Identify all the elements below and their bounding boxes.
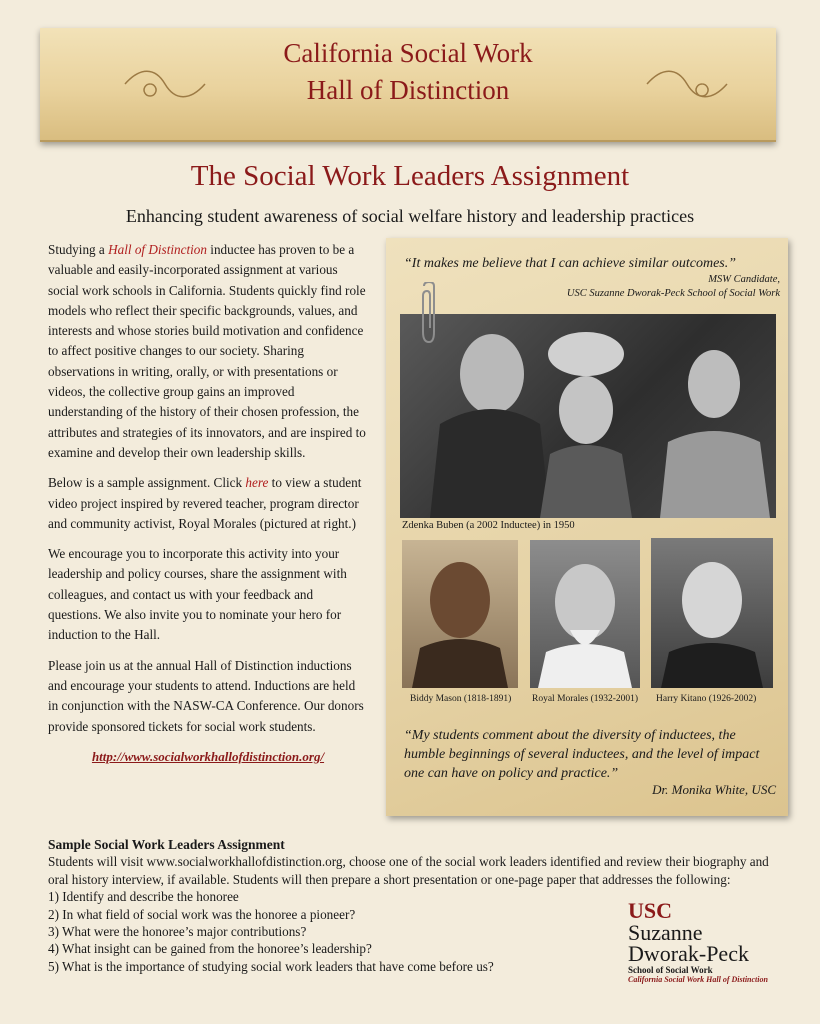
royal-morales-photo xyxy=(530,540,640,688)
text: to view a student video project inspired by revered teacher, program director and community activist, Royal Morales (pictured at right.) xyxy=(48,475,362,531)
list-item: 1) Identify and describe the honoree xyxy=(48,889,239,905)
biddy-mason-photo xyxy=(402,540,518,688)
banner-title-line2: Hall of Distinction xyxy=(306,75,510,105)
intro-paragraph-4: Please join us at the annual Hall of Distinction inductions and encourage your students to attend. Inductions are held in conjunction with the NASW-CA Conference. Our donors provide sponsored tickets for social work students. xyxy=(48,657,364,734)
logo-school: School of Social Work xyxy=(628,965,713,975)
usc-logo xyxy=(628,900,798,984)
quote-student: “It makes me believe that I can achieve similar outcomes.” xyxy=(404,256,737,271)
list-item: 3) What were the honoree’s major contributions? xyxy=(48,924,307,940)
text: Studying a xyxy=(48,242,109,257)
text: inductee has proven to be a valuable and easily-incorporated assignment at various social work schools in California. Students quickly find role models who reflect their specific backgrounds, values, and interests and whose stories build motivation and confidence to affect positive changes to our society. Sharing observations in writing, orally, or with presentations or videos, the collective group gains an improved understanding of the history of their chosen profession, the attributes and strategies of its innovators, and are inspired to examine and develop their own leadership skills. xyxy=(48,242,366,460)
quote-student-attribution-1: MSW Candidate, xyxy=(708,274,780,285)
hall-of-distinction-link[interactable]: Hall of Distinction xyxy=(108,242,207,257)
harry-kitano-photo xyxy=(651,538,773,688)
text: Below is a sample assignment. Click xyxy=(48,475,246,491)
sample-heading: Sample Social Work Leaders Assignment xyxy=(48,837,285,852)
intro-paragraph-3: We encourage you to incorporate this activity into your leadership and policy courses, share the assignment with colleagues, and contact us with your feedback and questions. We also invite you to nominate your hero for induction to the Hall. xyxy=(48,546,347,643)
biddy-mason-caption: Biddy Mason (1818-1891) xyxy=(410,694,512,704)
usc-wordmark: USC xyxy=(628,898,673,923)
quote-faculty: “My students comment about the diversity of inductees, the humble beginnings of several inductees, and the level of impact one can have on policy and practice.” xyxy=(404,728,760,781)
intro-paragraph-1 xyxy=(48,240,368,463)
website-link[interactable]: http://www.socialworkhallofdistinction.org/ xyxy=(91,748,325,764)
list-item: 5) What is the importance of studying social work leaders that have come before us? xyxy=(48,958,494,974)
intro-column xyxy=(48,240,368,767)
intro-paragraph-2 xyxy=(48,473,368,534)
list-item: 2) In what field of social work was the honoree a pioneer? xyxy=(48,906,356,922)
page-subtitle: Enhancing student awareness of social welfare history and leadership practices xyxy=(125,206,695,226)
zdenka-buben-photo xyxy=(400,314,776,518)
quote-faculty-attribution: Dr. Monika White, USC xyxy=(652,782,776,797)
paperclip-icon xyxy=(418,282,440,346)
list-item: 4) What insight can be gained from the honoree’s leadership? xyxy=(48,941,372,957)
sample-body: Students will visit www.socialworkhallofdistinction.org, choose one of the social work leaders identified and review their biography and oral history interview, if available. Students will then prepare a short presentation or one-page paper that addresses the following: xyxy=(48,854,769,887)
header-banner xyxy=(40,28,776,142)
logo-name-line1: Suzanne xyxy=(628,920,703,945)
logo-name-line2: Dworak-Peck xyxy=(628,941,749,966)
page-title: The Social Work Leaders Assignment xyxy=(190,160,630,192)
zdenka-caption: Zdenka Buben (a 2002 Inductee) in 1950 xyxy=(402,520,575,531)
logo-tagline: California Social Work Hall of Distinction xyxy=(628,975,768,984)
quote-student-attribution-2: USC Suzanne Dworak-Peck School of Social Work xyxy=(566,288,780,299)
banner-title-line1: California Social Work xyxy=(283,38,533,68)
video-here-link[interactable]: here xyxy=(245,475,269,491)
royal-morales-caption: Royal Morales (1932-2001) xyxy=(532,694,639,704)
harry-kitano-caption: Harry Kitano (1926-2002) xyxy=(656,694,757,704)
